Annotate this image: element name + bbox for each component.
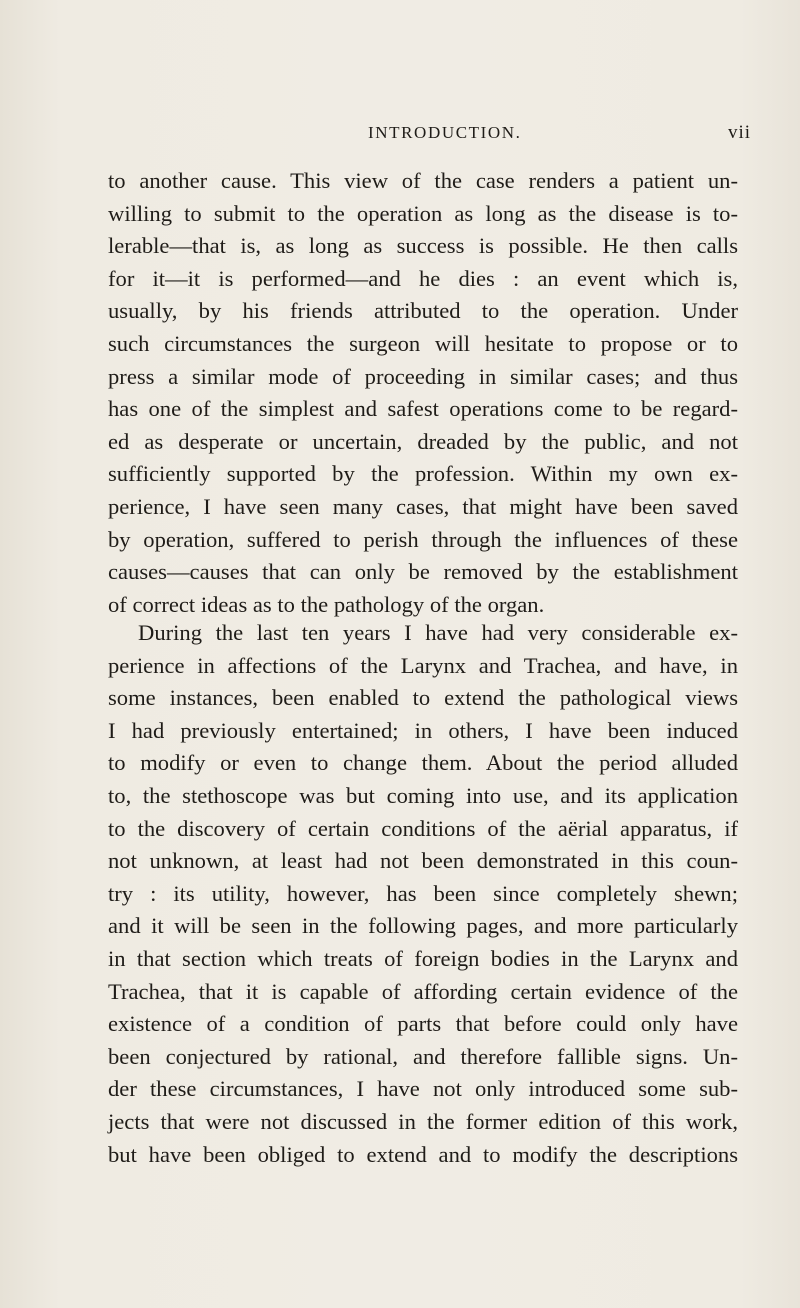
text-line: and it will be seen in the following pages, and more particularly [108, 913, 738, 939]
text-line: to, the stethoscope was but coming into use, and its application [108, 782, 738, 808]
text-line: causes—causes that can only be removed by the establishment [108, 559, 738, 585]
page-header [0, 121, 800, 145]
text-line: been conjectured by rational, and therefore fallible signs. Un- [108, 1043, 738, 1069]
text-line: some instances, been enabled to extend the pathological views [108, 685, 738, 711]
text-line: by operation, suffered to perish through the influences of these [108, 526, 738, 552]
text-line: in that section which treats of foreign bodies in the Larynx and [108, 945, 738, 971]
text-line: existence of a condition of parts that before could only have [108, 1011, 738, 1037]
text-line: jects that were not discussed in the former edition of this work, [108, 1108, 738, 1134]
text-line: try : its utility, however, has been since completely shewn; [108, 880, 738, 906]
text-line: ed as desperate or uncertain, dreaded by the public, and not [108, 428, 738, 454]
text-line: sufficiently supported by the profession. Within my own ex- [108, 461, 738, 487]
text-line: willing to submit to the operation as long as the disease is to- [108, 200, 738, 226]
text-line: perience in affections of the Larynx and Trachea, and have, in [108, 652, 738, 678]
text-line: lerable—that is, as long as success is possible. He then calls [108, 233, 738, 259]
text-line: Trachea, that it is capable of affording certain evidence of the [108, 978, 738, 1004]
text-line: of correct ideas as to the pathology of the organ. [108, 591, 545, 617]
text-line: der these circumstances, I have not only introduced some sub- [108, 1076, 738, 1102]
paragraph-1 [108, 165, 738, 621]
paragraph-2 [108, 617, 738, 1171]
text-line: not unknown, at least had not been demonstrated in this coun- [108, 848, 738, 874]
text-line: to modify or even to change them. About the period alluded [108, 750, 738, 776]
text-line: perience, I have seen many cases, that might have been saved [108, 493, 738, 519]
text-line: press a similar mode of proceeding in similar cases; and thus [108, 363, 738, 389]
text-line: to another cause. This view of the case renders a patient un- [108, 168, 738, 193]
running-title: INTRODUCTION. [368, 123, 522, 142]
text-line: for it—it is performed—and he dies : an event which is, [108, 265, 738, 291]
text-line: During the last ten years I have had very considerable ex- [138, 620, 738, 645]
page-number: vii [728, 122, 752, 143]
text-line: to the discovery of certain conditions of the aërial apparatus, if [108, 815, 738, 841]
text-line: usually, by his friends attributed to the operation. Under [108, 298, 738, 324]
text-line: such circumstances the surgeon will hesitate to propose or to [108, 330, 738, 356]
text-line: has one of the simplest and safest operations come to be regard- [108, 396, 738, 422]
text-line: but have been obliged to extend and to modify the descriptions [108, 1141, 738, 1167]
text-line: I had previously entertained; in others, I have been induced [108, 717, 738, 743]
